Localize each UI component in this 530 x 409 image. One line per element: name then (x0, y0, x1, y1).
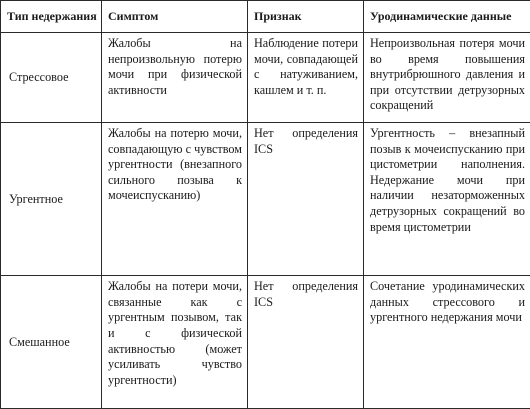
urodynamics-cell (364, 276, 530, 409)
row-type-stress (1, 33, 102, 123)
header-row (1, 1, 530, 33)
symptom-cell (102, 276, 248, 409)
sign-cell (248, 276, 364, 409)
urodynamics-cell (364, 33, 530, 123)
urodynamics-text: Сочетание уродинамических данных стрессового и ургентного недержания мочи (370, 279, 525, 325)
type-label: Смешанное (9, 334, 70, 349)
urodynamics-text: Непроизвольная потеря мочи во время повышения внутрибрюшного давления и при отсутствии детрузорных сокращений (370, 36, 525, 113)
table-row (1, 33, 530, 123)
row-type-urge (1, 122, 102, 275)
header-sign: Признак (248, 1, 364, 33)
header-urodynamics: Уродинамические данные (364, 1, 530, 33)
symptom-text: Жалобы на потери мочи, связанные как с ургентным позывом, так и с физической активностью (может усиливать чувство ургентности) (108, 279, 242, 387)
sign-cell (248, 122, 364, 275)
symptom-text: Жалобы на потерю мочи, совпадающую с чувством ургентности (внезапного сильного позыва к мочеиспусканию) (108, 125, 242, 203)
header-type: Тип недержания (1, 1, 102, 33)
table-row (1, 122, 530, 275)
type-label: Стрессовое (9, 70, 69, 85)
type-label: Ургентное (9, 191, 63, 206)
symptom-text: Жалобы на непроизвольную потерю мочи при физической активности (108, 36, 242, 97)
row-type-mixed (1, 276, 102, 409)
symptom-cell (102, 33, 248, 123)
urodynamics-cell (364, 122, 530, 275)
urodynamics-text: Ургентность – внезапный позыв к мочеиспусканию при цистометрии наполнения. Недержание мочи при наличии незаторможенных детрузорных сокращений во время цистометрии (370, 125, 525, 234)
header-symptom: Симптом (102, 1, 248, 33)
table-row (1, 276, 530, 409)
sign-text: Наблюдение потери мочи, совпадающей с натуживанием, кашлем и т. п. (254, 36, 358, 97)
sign-text: Нет определения ICS (254, 279, 358, 309)
symptom-cell (102, 122, 248, 275)
sign-cell (248, 33, 364, 123)
sign-text: Нет определения ICS (254, 125, 358, 156)
